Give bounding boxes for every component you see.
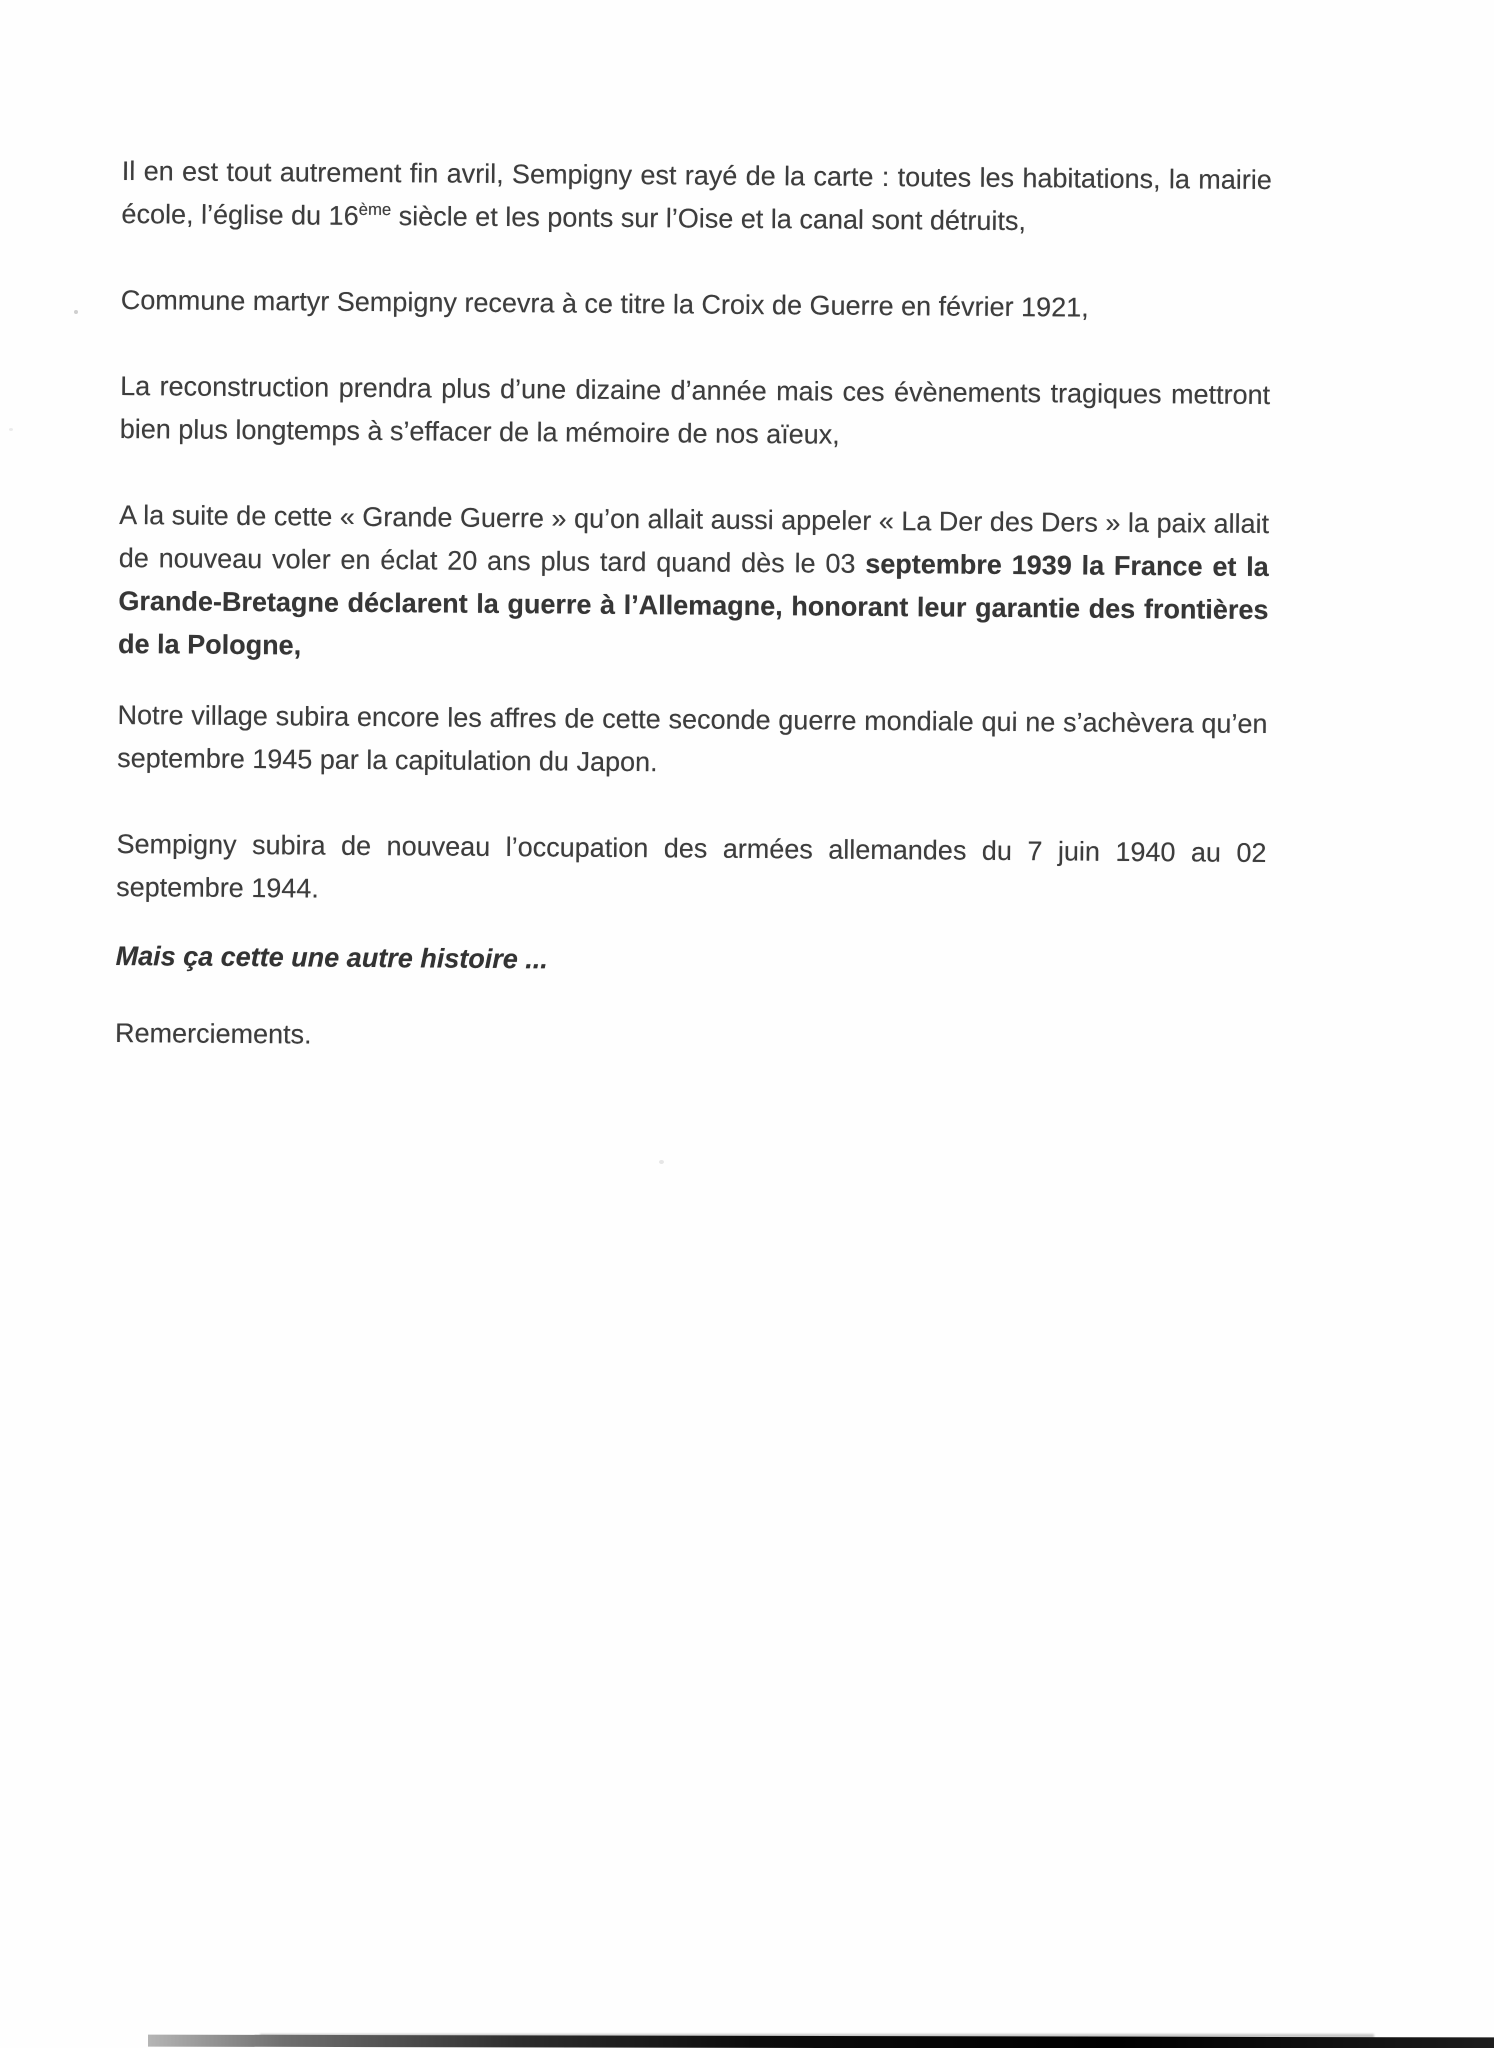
paragraph-destruction-avril	[121, 150, 1272, 245]
document-text-block	[115, 150, 1272, 1107]
scan-speck	[659, 1160, 664, 1164]
paragraph-reconstruction: La reconstruction prendra plus d’une dizaine d’année mais ces évènements tragiques mettront bien plus longtemps à s’effacer de la mémoire de nos aïeux,	[119, 370, 1271, 450]
paragraph-text: Il en est tout autrement fin avril, Sempigny est rayé de la carte : toutes les habitations, la mairie école, l’église du 16	[121, 155, 1272, 231]
paragraph-text-emphasis: septembre 1939 la France et la Grande-Bretagne déclarent la guerre à l’Allemagne, honorant leur garantie des frontières de la Pologne,	[118, 548, 1269, 661]
scan-edge-bar	[148, 2035, 1494, 2048]
paragraph-autre-histoire: Mais ça cette une autre histoire ...	[115, 940, 548, 975]
paragraph-seconde-guerre: Notre village subira encore les affres de cette seconde guerre mondiale qui ne s’achèvera qu’en septembre 1945 par la capitulation du Japon.	[117, 699, 1268, 778]
paragraph-text: A la suite de cette « Grande Guerre » qu’on allait aussi appeler « La Der des Ders » la paix allait de nouveau voler en éclat 20 ans plus tard quand dès le 03	[118, 499, 1270, 579]
paragraph-occupation: Sempigny subira de nouveau l’occupation des armées allemandes du 7 juin 1940 au 02 septembre 1944.	[116, 828, 1267, 904]
scan-speck	[74, 310, 78, 314]
scan-speck	[9, 428, 13, 431]
paragraph-grande-guerre	[118, 494, 1269, 675]
superscript-ordinal: ème	[358, 199, 392, 220]
paragraph-croix-de-guerre: Commune martyr Sempigny recevra à ce titre la Croix de Guerre en février 1921,	[120, 284, 1089, 323]
paragraph-remerciements: Remerciements.	[114, 1017, 312, 1050]
paragraph-text: siècle et les ponts sur l’Oise et la canal sont détruits,	[391, 201, 1027, 237]
